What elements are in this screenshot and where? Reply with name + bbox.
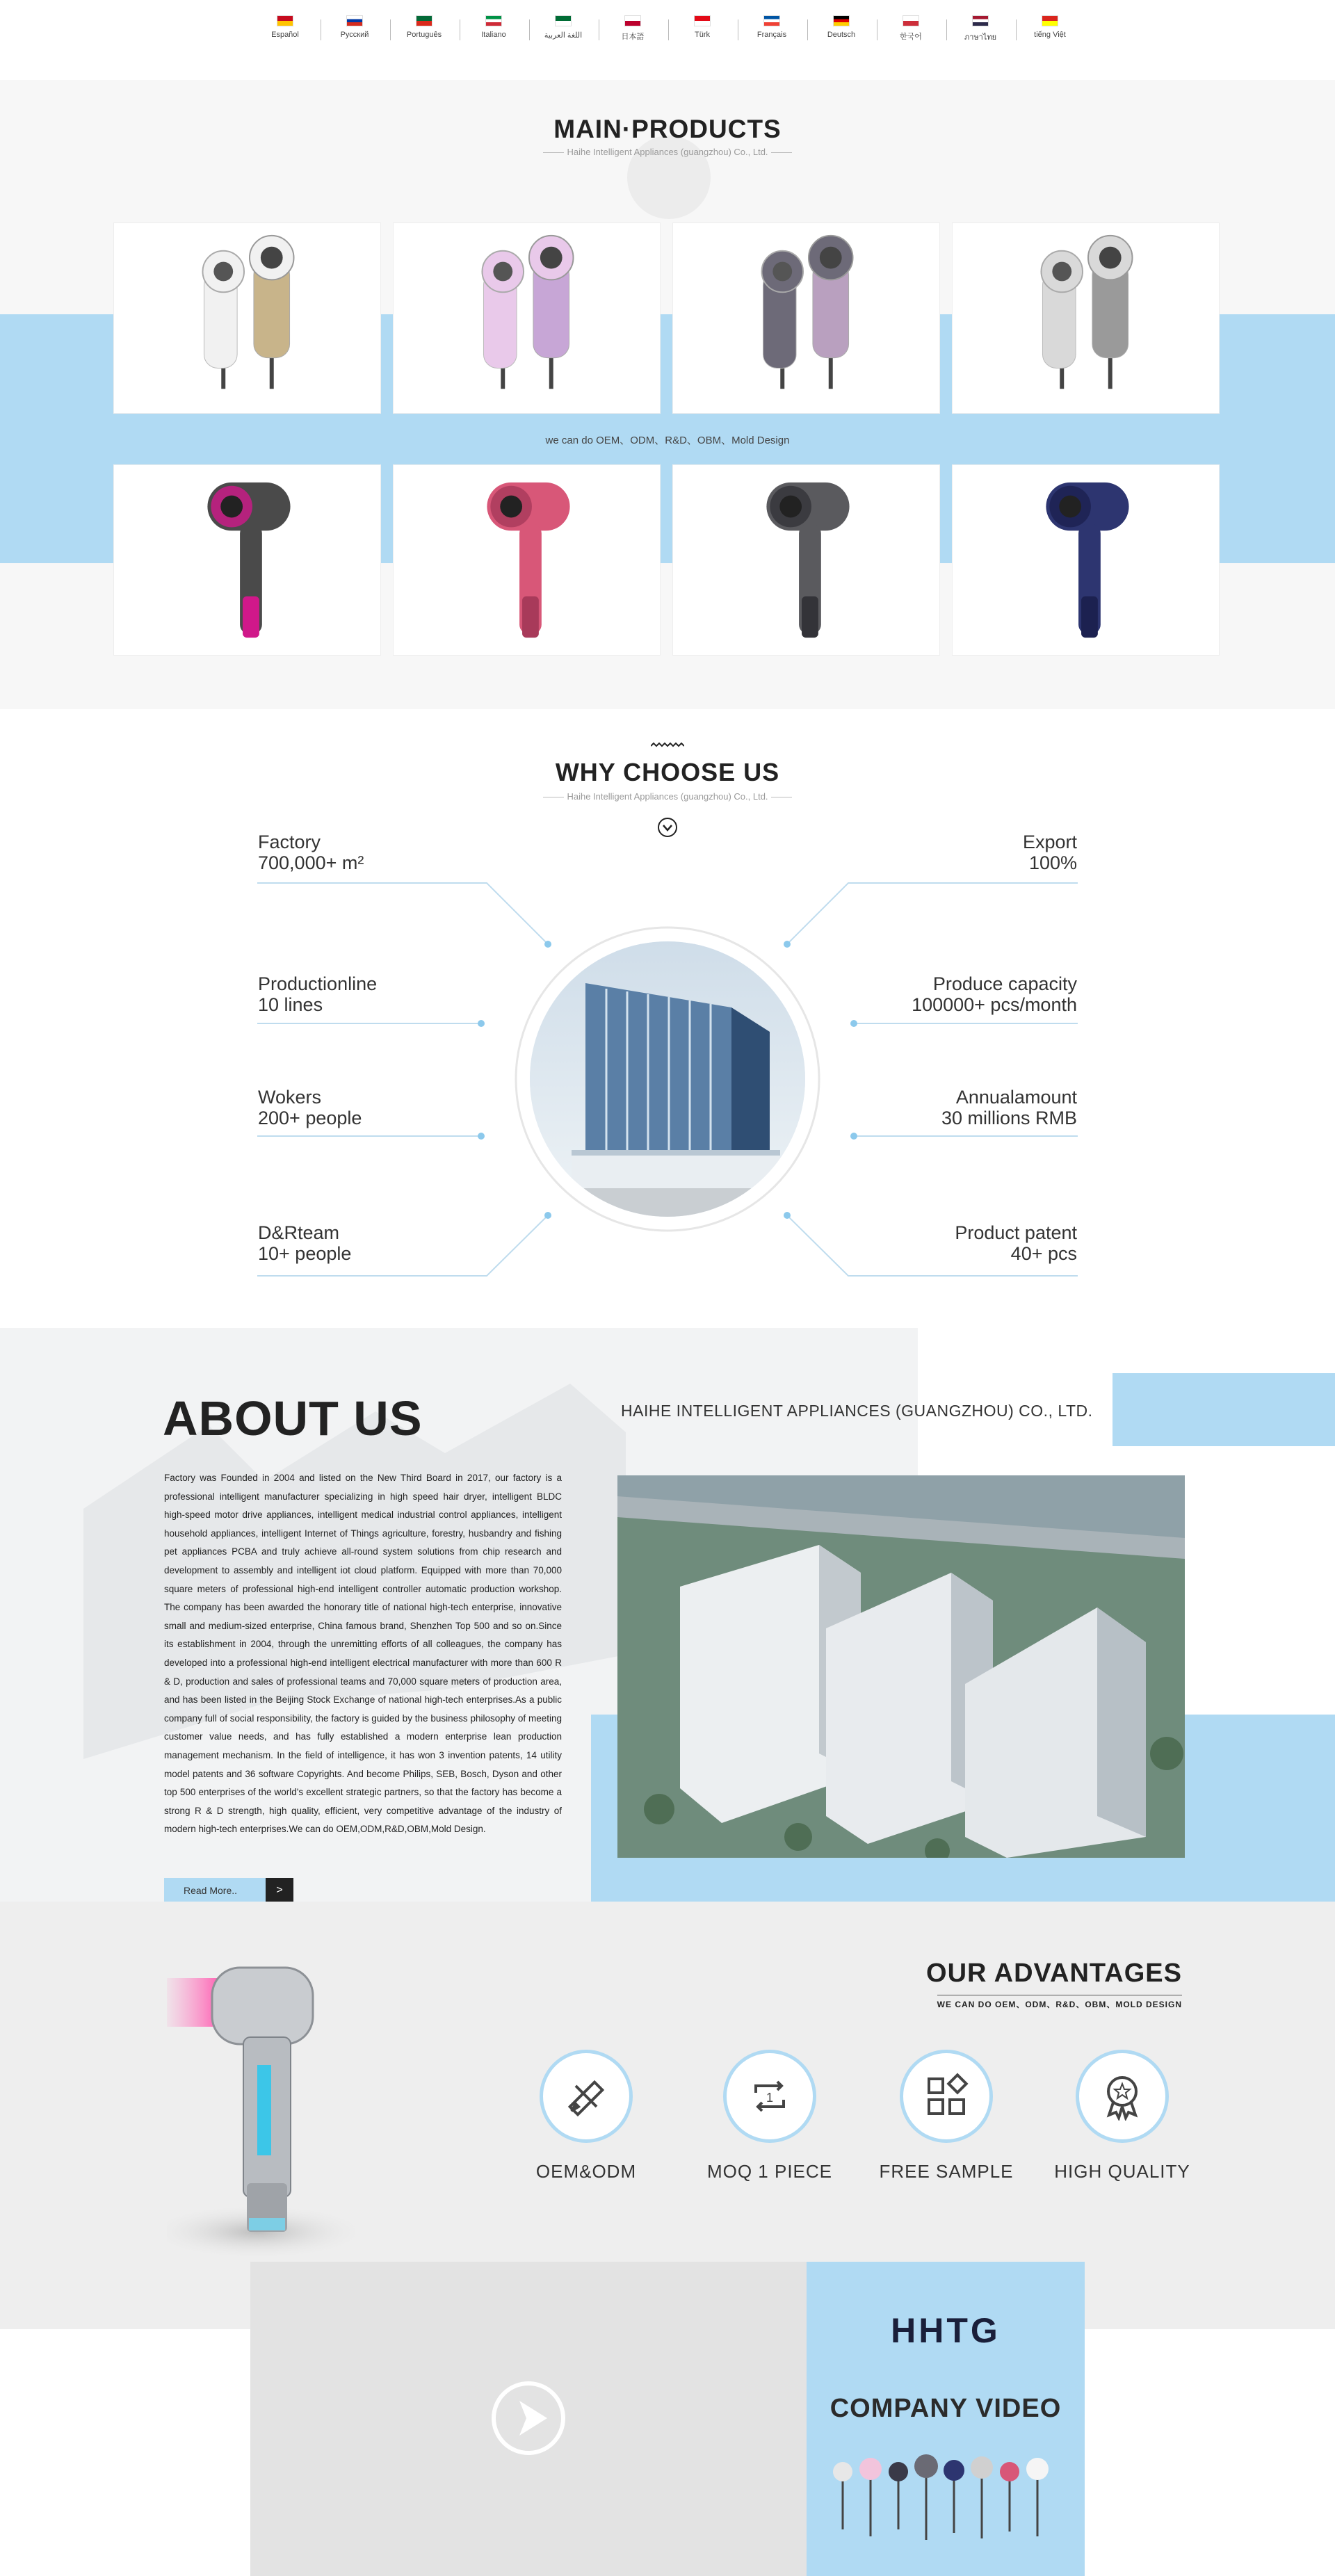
flag-icon bbox=[833, 15, 850, 26]
flag-icon bbox=[972, 15, 989, 26]
language-option[interactable] bbox=[528, 15, 598, 40]
hair-dryer-cutaway-image bbox=[167, 1954, 355, 2256]
video-title: COMPANY VIDEO bbox=[830, 2394, 1062, 2423]
hair-dryer-image bbox=[673, 465, 939, 655]
product-card[interactable] bbox=[952, 464, 1220, 656]
stat-value: 100% bbox=[1028, 852, 1077, 873]
stat-label: Annualamount bbox=[955, 1087, 1077, 1108]
language-label: tiếng Việt bbox=[1034, 31, 1066, 39]
products-subtitle-text: Haihe Intelligent Appliances (guangzhou) Co., Ltd. bbox=[567, 147, 768, 157]
stat-value: 200+ people bbox=[258, 1108, 362, 1128]
hair-dryer-image bbox=[394, 465, 660, 655]
stat-label: D&Rteam bbox=[258, 1222, 340, 1243]
flag-icon bbox=[346, 15, 363, 26]
hair-dryer-image bbox=[953, 223, 1219, 413]
factory-aerial-image bbox=[617, 1475, 1185, 1858]
video-info-panel bbox=[807, 2262, 1085, 2576]
advantage-label: HIGH QUALITY bbox=[1054, 2161, 1190, 2182]
language-label: 한국어 bbox=[900, 33, 922, 41]
products-subtitle bbox=[0, 147, 1335, 157]
language-label: اللغة العربية bbox=[544, 31, 583, 40]
svg-text:1: 1 bbox=[766, 2091, 774, 2105]
language-label: Italiano bbox=[481, 31, 506, 39]
stat-value: 10 lines bbox=[258, 994, 323, 1015]
product-lineup-image bbox=[827, 2449, 1064, 2554]
products-capabilities: we can do OEM、ODM、R&D、OBM、Mold Design bbox=[545, 435, 790, 446]
stat-label: Productionline bbox=[258, 973, 378, 994]
video-player[interactable] bbox=[250, 2262, 807, 2576]
language-label: Español bbox=[271, 31, 299, 39]
main-products-section bbox=[0, 80, 1335, 709]
play-icon[interactable] bbox=[490, 2380, 567, 2456]
language-option[interactable] bbox=[598, 15, 668, 42]
flag-icon bbox=[1042, 15, 1058, 26]
language-option[interactable] bbox=[737, 15, 807, 39]
hair-dryer-image bbox=[394, 223, 660, 413]
stat-value: 30 millions RMB bbox=[941, 1108, 1077, 1128]
stat-label: Product patent bbox=[955, 1222, 1077, 1243]
flag-icon bbox=[763, 15, 780, 26]
product-card[interactable] bbox=[393, 464, 661, 656]
about-title: ABOUT US bbox=[163, 1391, 423, 1445]
advantage-moq bbox=[700, 2050, 839, 2182]
stat-label: Factory bbox=[258, 832, 321, 852]
arrow-right-icon: > bbox=[266, 1878, 293, 1903]
advantage-high-quality bbox=[1053, 2050, 1192, 2182]
why-choose-us-section bbox=[0, 709, 1335, 1328]
product-card[interactable] bbox=[952, 222, 1220, 414]
stat-item bbox=[258, 1222, 351, 1264]
flag-icon bbox=[624, 15, 641, 26]
language-option[interactable] bbox=[807, 15, 876, 39]
advantage-free-sample bbox=[877, 2050, 1016, 2182]
product-card[interactable] bbox=[672, 222, 940, 414]
advantages-subtitle: WE CAN DO OEM、ODM、R&D、OBM、MOLD DESIGN bbox=[937, 1995, 1182, 2010]
product-card[interactable] bbox=[113, 464, 381, 656]
award-badge-icon bbox=[1076, 2050, 1169, 2143]
language-label: Français bbox=[756, 31, 787, 39]
about-accent-block-top bbox=[1112, 1373, 1335, 1446]
language-option[interactable] bbox=[1015, 15, 1085, 39]
language-option[interactable] bbox=[250, 15, 320, 39]
product-card[interactable] bbox=[113, 222, 381, 414]
stat-value: 700,000+ m² bbox=[258, 852, 364, 873]
why-title: WHY CHOOSE US bbox=[555, 758, 780, 786]
flag-icon bbox=[694, 15, 711, 26]
stat-value: 40+ pcs bbox=[1010, 1243, 1077, 1264]
language-label: Русский bbox=[340, 31, 369, 39]
advantage-label: FREE SAMPLE bbox=[879, 2161, 1014, 2182]
about-body-text: Factory was Founded in 2004 and listed on the New Third Board in 2017, our factory is a professional intelligent manufacturer specializing in high speed hair dryer, intelligent BLDC high-speed motor drive appliances, intelligent medical industrial control appliances, intelligent household appliances, intelligent Internet of Things agriculture, forestry, husbandry and fishing pet appliances PCBA and truly achieve all-round system solutions from chip research and development to assembly and intelligent iot cloud platform. Equipped with more than 70,000 square meters of professional high-end intelligent controller automatic production workshop. The company has been awarded the honorary title of national high-tech enterprise, innovative small and medium-sized enterprise, China famous brand, Shenzhen Top 500 and so on.Since its establishment in 2004, through the unremitting efforts of all colleagues, the company has developed into a professional high-end intelligent electrical manufacturer with more than 600 R & D, production and sales of professional teams and 70,000 square meters of production area, and has been listed in the Beijing Stock Exchange of national high-tech enterprises.As a public company full of social responsibility, the factory is guided by the business philosophy of meeting customer value needs, and has fully established a modern enterprise lean production management mechanism. In the field of intelligence, it has won 3 invention patents, 14 utility model patents and 36 software Copyrights. And become Philips, SEB, Bosch, Dyson and other top 500 enterprises of the world's excellent strategic partners, so that the factory has become a strong R & D strength, high quality, efficient, very competitive advantage of the industry of modern high-tech enterprises.We can do OEM,ODM,R&D,OBM,Mold Design. bbox=[164, 1473, 562, 1835]
read-more-label: Read More.. bbox=[184, 1885, 238, 1896]
language-option[interactable] bbox=[459, 15, 528, 39]
language-bar bbox=[0, 0, 1335, 80]
company-name: HAIHE INTELLIGENT APPLIANCES (GUANGZHOU) CO., LTD. bbox=[621, 1402, 1093, 1420]
stat-item bbox=[955, 1222, 1077, 1264]
why-subtitle-text: Haihe Intelligent Appliances (guangzhou) Co., Ltd. bbox=[567, 791, 768, 802]
language-label: ภาษาไทย bbox=[964, 33, 997, 42]
language-label: 日本語 bbox=[621, 33, 645, 41]
hair-dryer-image bbox=[953, 465, 1219, 655]
stat-item bbox=[258, 832, 364, 873]
language-label: Deutsch bbox=[827, 31, 856, 39]
language-option[interactable] bbox=[668, 15, 737, 39]
stat-item bbox=[258, 973, 377, 1015]
advantage-label: MOQ 1 PIECE bbox=[706, 2161, 833, 2182]
advantage-oem-odm bbox=[517, 2050, 656, 2182]
flag-icon bbox=[277, 15, 293, 26]
company-video-section bbox=[0, 2311, 1335, 2576]
language-option[interactable] bbox=[320, 15, 389, 39]
stat-label: Export bbox=[1022, 832, 1077, 852]
about-us-section bbox=[0, 1328, 1335, 1902]
flag-icon bbox=[903, 15, 919, 26]
pencil-ruler-icon bbox=[540, 2050, 633, 2143]
products-title: MAIN·PRODUCTS bbox=[553, 115, 782, 143]
grid-icon bbox=[900, 2050, 993, 2143]
product-card[interactable] bbox=[672, 464, 940, 656]
language-option[interactable] bbox=[946, 15, 1015, 43]
advantage-label: OEM&ODM bbox=[535, 2161, 637, 2182]
stat-item bbox=[941, 1087, 1077, 1128]
repeat-one-icon bbox=[723, 2050, 816, 2143]
read-more-button[interactable] bbox=[164, 1878, 293, 1903]
flag-icon bbox=[416, 15, 432, 26]
stat-value: 100000+ pcs/month bbox=[912, 994, 1077, 1015]
stat-value: 10+ people bbox=[258, 1243, 352, 1264]
language-option[interactable] bbox=[876, 15, 946, 42]
stat-item bbox=[912, 973, 1077, 1015]
stat-item bbox=[258, 1087, 362, 1128]
product-card[interactable] bbox=[393, 222, 661, 414]
language-option[interactable] bbox=[389, 15, 459, 39]
flag-icon bbox=[485, 15, 502, 26]
flag-icon bbox=[555, 15, 572, 26]
stat-item bbox=[1023, 832, 1077, 873]
hhtg-logo: HHTG bbox=[891, 2311, 1001, 2350]
language-label: Português bbox=[406, 31, 442, 39]
hair-dryer-image bbox=[114, 223, 380, 413]
language-label: Türk bbox=[695, 31, 710, 39]
stat-label: Wokers bbox=[258, 1087, 322, 1108]
factory-building-image bbox=[530, 941, 805, 1217]
stat-label: Produce capacity bbox=[932, 973, 1077, 994]
hair-dryer-image bbox=[114, 465, 380, 655]
hair-dryer-image bbox=[673, 223, 939, 413]
advantages-title: OUR ADVANTAGES bbox=[926, 1959, 1182, 1988]
